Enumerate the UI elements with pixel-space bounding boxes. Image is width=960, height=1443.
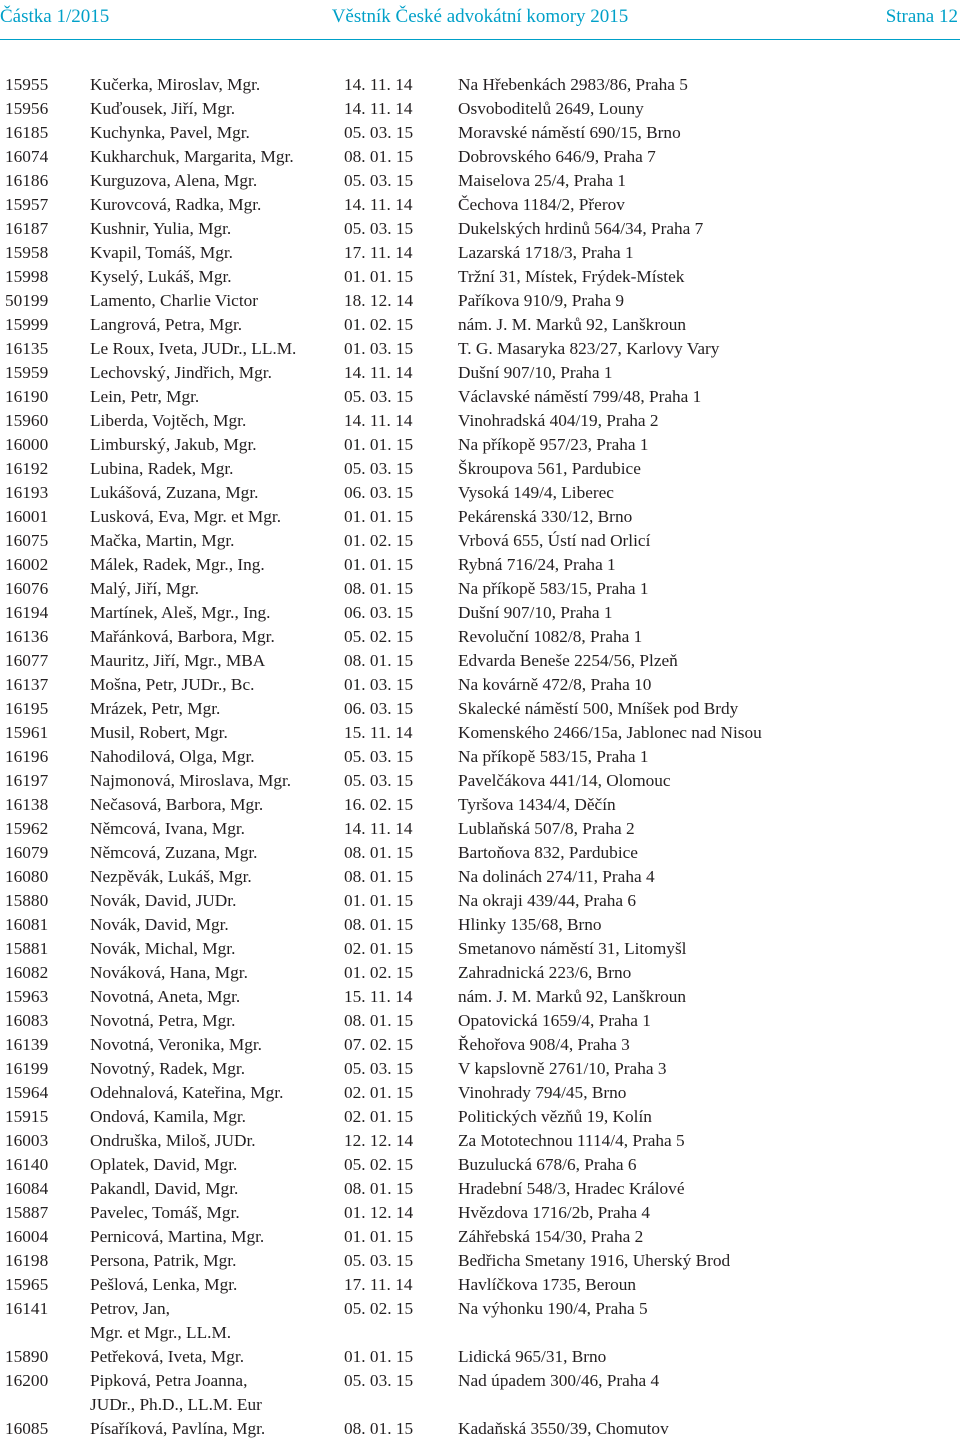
registration-date: 08. 01. 15 [344, 843, 414, 862]
registration-number: 15880 [5, 891, 49, 910]
registration-date: 01. 12. 14 [344, 1203, 414, 1222]
registration-number: 15881 [5, 939, 49, 958]
registration-date: 05. 02. 15 [344, 1155, 414, 1174]
registration-date: 14. 11. 14 [344, 99, 413, 118]
attorney-name: Mauritz, Jiří, Mgr., MBA [90, 651, 266, 670]
attorney-name-continued: Mgr. et Mgr., LL.M. [90, 1323, 232, 1342]
registration-date: 05. 03. 15 [344, 123, 414, 142]
office-address: Vinohrady 794/45, Brno [458, 1083, 627, 1102]
office-address: Lazarská 1718/3, Praha 1 [458, 243, 634, 262]
list-item [0, 1129, 960, 1153]
registration-number: 16197 [5, 771, 49, 790]
office-address: Zahradnická 223/6, Brno [458, 963, 632, 982]
list-item [0, 1369, 960, 1417]
registration-date: 14. 11. 14 [344, 75, 413, 94]
office-address: Za Mototechnou 1114/4, Praha 5 [458, 1131, 685, 1150]
attorney-name: Pakandl, David, Mgr. [90, 1179, 239, 1198]
attorney-name: Nahodilová, Olga, Mgr. [90, 747, 255, 766]
registration-number: 16083 [5, 1011, 49, 1030]
office-address: Vysoká 149/4, Liberec [458, 483, 614, 502]
registration-number: 16082 [5, 963, 49, 982]
list-item [0, 1225, 960, 1249]
attorney-name: Petřeková, Iveta, Mgr. [90, 1347, 245, 1366]
registration-date: 08. 01. 15 [344, 147, 414, 166]
registration-date: 05. 03. 15 [344, 171, 414, 190]
registration-number: 15960 [5, 411, 49, 430]
attorney-name: Pešlová, Lenka, Mgr. [90, 1275, 238, 1294]
list-item [0, 817, 960, 841]
office-address: T. G. Masaryka 823/27, Karlovy Vary [458, 339, 720, 358]
office-address: nám. J. M. Marků 92, Lanškroun [458, 987, 686, 1006]
registration-date: 08. 01. 15 [344, 1011, 414, 1030]
list-item [0, 337, 960, 361]
registration-number: 16141 [5, 1299, 49, 1318]
registration-number: 15957 [5, 195, 49, 214]
registration-date: 14. 11. 14 [344, 819, 413, 838]
registration-date: 05. 03. 15 [344, 219, 414, 238]
registration-number: 16194 [5, 603, 49, 622]
office-address: Edvarda Beneše 2254/56, Plzeň [458, 651, 678, 670]
attorney-name: Kyselý, Lukáš, Mgr. [90, 267, 232, 286]
list-item [0, 217, 960, 241]
registration-date: 08. 01. 15 [344, 651, 414, 670]
registration-number: 16004 [5, 1227, 49, 1246]
list-item [0, 745, 960, 769]
office-address: Politických vězňů 19, Kolín [458, 1107, 652, 1126]
registration-number: 16000 [5, 435, 49, 454]
list-item [0, 1297, 960, 1345]
attorney-name: Pavelec, Tomáš, Mgr. [90, 1203, 240, 1222]
registration-number: 15964 [5, 1083, 49, 1102]
list-item [0, 1345, 960, 1369]
attorney-name: Němcová, Ivana, Mgr. [90, 819, 245, 838]
office-address: Na Hřebenkách 2983/86, Praha 5 [458, 75, 688, 94]
registration-date: 08. 01. 15 [344, 579, 414, 598]
office-address: Vrbová 655, Ústí nad Orlicí [458, 531, 651, 550]
office-address: Skalecké náměstí 500, Mníšek pod Brdy [458, 699, 739, 718]
office-address: Záhřebská 154/30, Praha 2 [458, 1227, 644, 1246]
registration-date: 01. 01. 15 [344, 435, 414, 454]
registration-date: 17. 11. 14 [344, 243, 413, 262]
attorney-name: Martínek, Aleš, Mgr., Ing. [90, 603, 271, 622]
registration-date: 01. 03. 15 [344, 675, 414, 694]
page-header [0, 0, 960, 40]
registration-date: 08. 01. 15 [344, 1419, 414, 1438]
registration-date: 14. 11. 14 [344, 195, 413, 214]
registration-date: 08. 01. 15 [344, 915, 414, 934]
registration-number: 15915 [5, 1107, 49, 1126]
list-item [0, 841, 960, 865]
list-item [0, 289, 960, 313]
list-item [0, 577, 960, 601]
list-item [0, 697, 960, 721]
list-item [0, 553, 960, 577]
list-item [0, 601, 960, 625]
office-address: Na příkopě 957/23, Praha 1 [458, 435, 649, 454]
list-item [0, 721, 960, 745]
attorney-name-continued: JUDr., Ph.D., LL.M. Eur [90, 1395, 262, 1414]
attorney-name: Novák, David, Mgr. [90, 915, 229, 934]
registration-number: 15962 [5, 819, 49, 838]
list-item [0, 649, 960, 673]
registration-date: 05. 03. 15 [344, 747, 414, 766]
attorney-name: Lechovský, Jindřich, Mgr. [90, 363, 272, 382]
attorney-name: Lukášová, Zuzana, Mgr. [90, 483, 259, 502]
registration-number: 16187 [5, 219, 49, 238]
office-address: Havlíčkova 1735, Beroun [458, 1275, 637, 1294]
attorney-name: Písaříková, Pavlína, Mgr. [90, 1419, 266, 1438]
registration-number: 16192 [5, 459, 49, 478]
list-item [0, 1273, 960, 1297]
registration-number: 16001 [5, 507, 49, 526]
attorney-name: Najmonová, Miroslava, Mgr. [90, 771, 292, 790]
attorney-name: Málek, Radek, Mgr., Ing. [90, 555, 265, 574]
registration-date: 18. 12. 14 [344, 291, 414, 310]
list-item [0, 1201, 960, 1225]
attorney-name: Kurovcová, Radka, Mgr. [90, 195, 262, 214]
list-item [0, 385, 960, 409]
attorney-name: Pernicová, Martina, Mgr. [90, 1227, 265, 1246]
list-item [0, 1081, 960, 1105]
registration-number: 16139 [5, 1035, 49, 1054]
registration-date: 05. 02. 15 [344, 1299, 414, 1318]
registration-number: 16196 [5, 747, 49, 766]
list-item [0, 505, 960, 529]
attorney-name: Pipková, Petra Joanna, [90, 1371, 248, 1390]
registration-date: 17. 11. 14 [344, 1275, 413, 1294]
attorney-name: Lein, Petr, Mgr. [90, 387, 200, 406]
office-address: V kapslovně 2761/10, Praha 3 [458, 1059, 667, 1078]
attorney-name: Mošna, Petr, JUDr., Bc. [90, 675, 255, 694]
office-address: Hlinky 135/68, Brno [458, 915, 602, 934]
registration-number: 16190 [5, 387, 49, 406]
office-address: Revoluční 1082/8, Praha 1 [458, 627, 643, 646]
list-item [0, 1249, 960, 1273]
list-item [0, 529, 960, 553]
registration-date: 15. 11. 14 [344, 987, 413, 1006]
registration-number: 16080 [5, 867, 49, 886]
registration-date: 05. 02. 15 [344, 627, 414, 646]
attorney-name: Nezpěvák, Lukáš, Mgr. [90, 867, 252, 886]
list-item [0, 865, 960, 889]
registration-number: 16081 [5, 915, 49, 934]
registration-number: 16193 [5, 483, 49, 502]
list-item [0, 457, 960, 481]
registration-number: 16079 [5, 843, 49, 862]
office-address: Na okraji 439/44, Praha 6 [458, 891, 637, 910]
office-address: Václavské náměstí 799/48, Praha 1 [458, 387, 702, 406]
registration-date: 07. 02. 15 [344, 1035, 414, 1054]
attorney-name: Musil, Robert, Mgr. [90, 723, 228, 742]
list-item [0, 889, 960, 913]
office-address: Buzulucká 678/6, Praha 6 [458, 1155, 637, 1174]
registration-date: 05. 03. 15 [344, 1371, 414, 1390]
list-item [0, 433, 960, 457]
registration-number: 15887 [5, 1203, 49, 1222]
office-address: Dobrovského 646/9, Praha 7 [458, 147, 656, 166]
registration-number: 16186 [5, 171, 49, 190]
office-address: Osvoboditelů 2649, Louny [458, 99, 644, 118]
registration-date: 01. 01. 15 [344, 267, 414, 286]
registration-number: 15963 [5, 987, 49, 1006]
list-item [0, 1009, 960, 1033]
registration-date: 01. 01. 15 [344, 507, 414, 526]
attorney-name: Langrová, Petra, Mgr. [90, 315, 243, 334]
registration-date: 05. 03. 15 [344, 1059, 414, 1078]
attorney-name: Petrov, Jan, [90, 1299, 170, 1318]
registration-number: 16198 [5, 1251, 49, 1270]
attorney-name: Oplatek, David, Mgr. [90, 1155, 238, 1174]
registration-number: 16199 [5, 1059, 49, 1078]
registration-number: 16135 [5, 339, 49, 358]
list-item [0, 241, 960, 265]
attorney-name: Novák, Michal, Mgr. [90, 939, 236, 958]
issue-label: Částka 1/2015 [0, 6, 110, 27]
list-item [0, 913, 960, 937]
registration-number: 16076 [5, 579, 49, 598]
registration-date: 01. 02. 15 [344, 315, 414, 334]
registration-number: 16077 [5, 651, 49, 670]
attorney-name: Ondruška, Miloš, JUDr. [90, 1131, 256, 1150]
registration-date: 16. 02. 15 [344, 795, 414, 814]
attorney-name: Kučerka, Miroslav, Mgr. [90, 75, 261, 94]
registration-number: 16074 [5, 147, 49, 166]
office-address: Řehořova 908/4, Praha 3 [458, 1035, 630, 1054]
office-address: Lublaňská 507/8, Praha 2 [458, 819, 635, 838]
attorney-name: Kvapil, Tomáš, Mgr. [90, 243, 233, 262]
office-address: Hvězdova 1716/2b, Praha 4 [458, 1203, 650, 1222]
registration-date: 01. 01. 15 [344, 1347, 414, 1366]
registration-number: 15956 [5, 99, 49, 118]
list-item [0, 361, 960, 385]
registration-date: 01. 01. 15 [344, 1227, 414, 1246]
office-address: Moravské náměstí 690/15, Brno [458, 123, 681, 142]
registration-date: 06. 03. 15 [344, 483, 414, 502]
registration-number: 16084 [5, 1179, 49, 1198]
registration-date: 05. 03. 15 [344, 1251, 414, 1270]
office-address: Kadaňská 3550/39, Chomutov [458, 1419, 669, 1438]
office-address: Tržní 31, Místek, Frýdek-Místek [458, 267, 685, 286]
office-address: Na dolinách 274/11, Praha 4 [458, 867, 655, 886]
registration-date: 01. 01. 15 [344, 555, 414, 574]
attorney-name: Mačka, Martin, Mgr. [90, 531, 235, 550]
registration-date: 08. 01. 15 [344, 1179, 414, 1198]
list-item [0, 793, 960, 817]
registration-number: 16138 [5, 795, 49, 814]
list-item [0, 1057, 960, 1081]
list-item [0, 265, 960, 289]
office-address: Tyršova 1434/4, Děčín [458, 795, 616, 814]
registration-number: 15958 [5, 243, 49, 262]
office-address: Hradební 548/3, Hradec Králové [458, 1179, 685, 1198]
list-item [0, 961, 960, 985]
registration-date: 14. 11. 14 [344, 363, 413, 382]
attorney-name: Mrázek, Petr, Mgr. [90, 699, 221, 718]
publication-title: Věstník České advokátní komory 2015 [331, 6, 629, 27]
attorney-name: Novotná, Petra, Mgr. [90, 1011, 236, 1030]
list-item [0, 673, 960, 697]
office-address: Na kovárně 472/8, Praha 10 [458, 675, 652, 694]
list-item [0, 985, 960, 1009]
attorney-name: Novotný, Radek, Mgr. [90, 1059, 246, 1078]
registration-number: 16185 [5, 123, 49, 142]
list-item [0, 937, 960, 961]
list-item [0, 97, 960, 121]
office-address: Nad úpadem 300/46, Praha 4 [458, 1371, 660, 1390]
office-address: Škroupova 561, Pardubice [458, 459, 641, 478]
attorney-name: Nováková, Hana, Mgr. [90, 963, 248, 982]
attorney-name: Le Roux, Iveta, JUDr., LL.M. [90, 339, 297, 358]
office-address: Bedřicha Smetany 1916, Uherský Brod [458, 1251, 731, 1270]
list-item [0, 121, 960, 145]
list-item [0, 1105, 960, 1129]
attorney-name: Kushnir, Yulia, Mgr. [90, 219, 232, 238]
attorney-name: Ondová, Kamila, Mgr. [90, 1107, 246, 1126]
attorney-name: Lusková, Eva, Mgr. et Mgr. [90, 507, 282, 526]
attorney-name: Liberda, Vojtěch, Mgr. [90, 411, 247, 430]
office-address: Opatovická 1659/4, Praha 1 [458, 1011, 651, 1030]
registration-number: 16075 [5, 531, 49, 550]
office-address: Na příkopě 583/15, Praha 1 [458, 747, 649, 766]
office-address: Dušní 907/10, Praha 1 [458, 363, 613, 382]
registration-date: 15. 11. 14 [344, 723, 413, 742]
registration-number: 16003 [5, 1131, 49, 1150]
registration-date: 14. 11. 14 [344, 411, 413, 430]
registration-date: 01. 02. 15 [344, 531, 414, 550]
list-item [0, 769, 960, 793]
registration-date: 02. 01. 15 [344, 1083, 414, 1102]
office-address: Bartoňova 832, Pardubice [458, 843, 638, 862]
attorney-name: Limburský, Jakub, Mgr. [90, 435, 257, 454]
list-item [0, 313, 960, 337]
attorney-name: Novotná, Veronika, Mgr. [90, 1035, 262, 1054]
registration-date: 02. 01. 15 [344, 1107, 414, 1126]
registration-number: 15961 [5, 723, 49, 742]
office-address: Maiselova 25/4, Praha 1 [458, 171, 626, 190]
registration-number: 50199 [5, 291, 49, 310]
registration-date: 01. 02. 15 [344, 963, 414, 982]
registration-number: 15965 [5, 1275, 49, 1294]
office-address: Na příkopě 583/15, Praha 1 [458, 579, 649, 598]
office-address: Smetanovo náměstí 31, Litomyšl [458, 939, 687, 958]
registration-date: 06. 03. 15 [344, 699, 414, 718]
list-item [0, 409, 960, 433]
office-address: Komenského 2466/15a, Jablonec nad Nisou [458, 723, 762, 742]
attorney-name: Odehnalová, Kateřina, Mgr. [90, 1083, 284, 1102]
list-item [0, 1153, 960, 1177]
attorney-name: Novotná, Aneta, Mgr. [90, 987, 241, 1006]
list-item [0, 1033, 960, 1057]
registration-date: 05. 03. 15 [344, 771, 414, 790]
page-number: Strana 12 [885, 6, 958, 27]
registration-number: 15955 [5, 75, 49, 94]
attorney-name: Nečasová, Barbora, Mgr. [90, 795, 264, 814]
attorney-name: Kurguzova, Alena, Mgr. [90, 171, 258, 190]
attorney-name: Kuchynka, Pavel, Mgr. [90, 123, 250, 142]
list-item [0, 193, 960, 217]
office-address: Dukelských hrdinů 564/34, Praha 7 [458, 219, 704, 238]
list-item [0, 481, 960, 505]
registration-date: 12. 12. 14 [344, 1131, 414, 1150]
registration-number: 15959 [5, 363, 49, 382]
attorney-list [0, 73, 960, 1441]
registration-number: 15998 [5, 267, 49, 286]
registration-number: 16200 [5, 1371, 49, 1390]
registration-number: 16136 [5, 627, 49, 646]
registration-date: 05. 03. 15 [344, 459, 414, 478]
office-address: Čechova 1184/2, Přerov [458, 195, 625, 214]
registration-date: 08. 01. 15 [344, 867, 414, 886]
registration-date: 01. 03. 15 [344, 339, 414, 358]
office-address: nám. J. M. Marků 92, Lanškroun [458, 315, 686, 334]
office-address: Rybná 716/24, Praha 1 [458, 555, 616, 574]
attorney-name: Mařánková, Barbora, Mgr. [90, 627, 275, 646]
registration-number: 15999 [5, 315, 49, 334]
office-address: Paříkova 910/9, Praha 9 [458, 291, 625, 310]
registration-date: 05. 03. 15 [344, 387, 414, 406]
list-item [0, 1177, 960, 1201]
registration-number: 16085 [5, 1419, 49, 1438]
office-address: Pekárenská 330/12, Brno [458, 507, 633, 526]
registration-number: 16002 [5, 555, 49, 574]
registration-number: 15890 [5, 1347, 49, 1366]
registration-number: 16195 [5, 699, 49, 718]
list-item [0, 169, 960, 193]
registration-date: 02. 01. 15 [344, 939, 414, 958]
registration-date: 06. 03. 15 [344, 603, 414, 622]
attorney-name: Němcová, Zuzana, Mgr. [90, 843, 258, 862]
attorney-name: Persona, Patrik, Mgr. [90, 1251, 237, 1270]
office-address: Vinohradská 404/19, Praha 2 [458, 411, 659, 430]
attorney-name: Kukharchuk, Margarita, Mgr. [90, 147, 294, 166]
registration-date: 01. 01. 15 [344, 891, 414, 910]
attorney-name: Malý, Jiří, Mgr. [90, 579, 199, 598]
registration-number: 16140 [5, 1155, 49, 1174]
list-item [0, 1417, 960, 1441]
office-address: Dušní 907/10, Praha 1 [458, 603, 613, 622]
attorney-name: Novák, David, JUDr. [90, 891, 237, 910]
list-item [0, 145, 960, 169]
attorney-name: Kuďousek, Jiří, Mgr. [90, 99, 236, 118]
office-address: Pavelčákova 441/14, Olomouc [458, 771, 671, 790]
office-address: Na výhonku 190/4, Praha 5 [458, 1299, 648, 1318]
registration-number: 16137 [5, 675, 49, 694]
office-address: Lidická 965/31, Brno [458, 1347, 607, 1366]
list-item [0, 625, 960, 649]
header-rule [0, 39, 960, 40]
attorney-name: Lamento, Charlie Victor [90, 291, 259, 310]
list-item [0, 73, 960, 97]
attorney-name: Lubina, Radek, Mgr. [90, 459, 234, 478]
